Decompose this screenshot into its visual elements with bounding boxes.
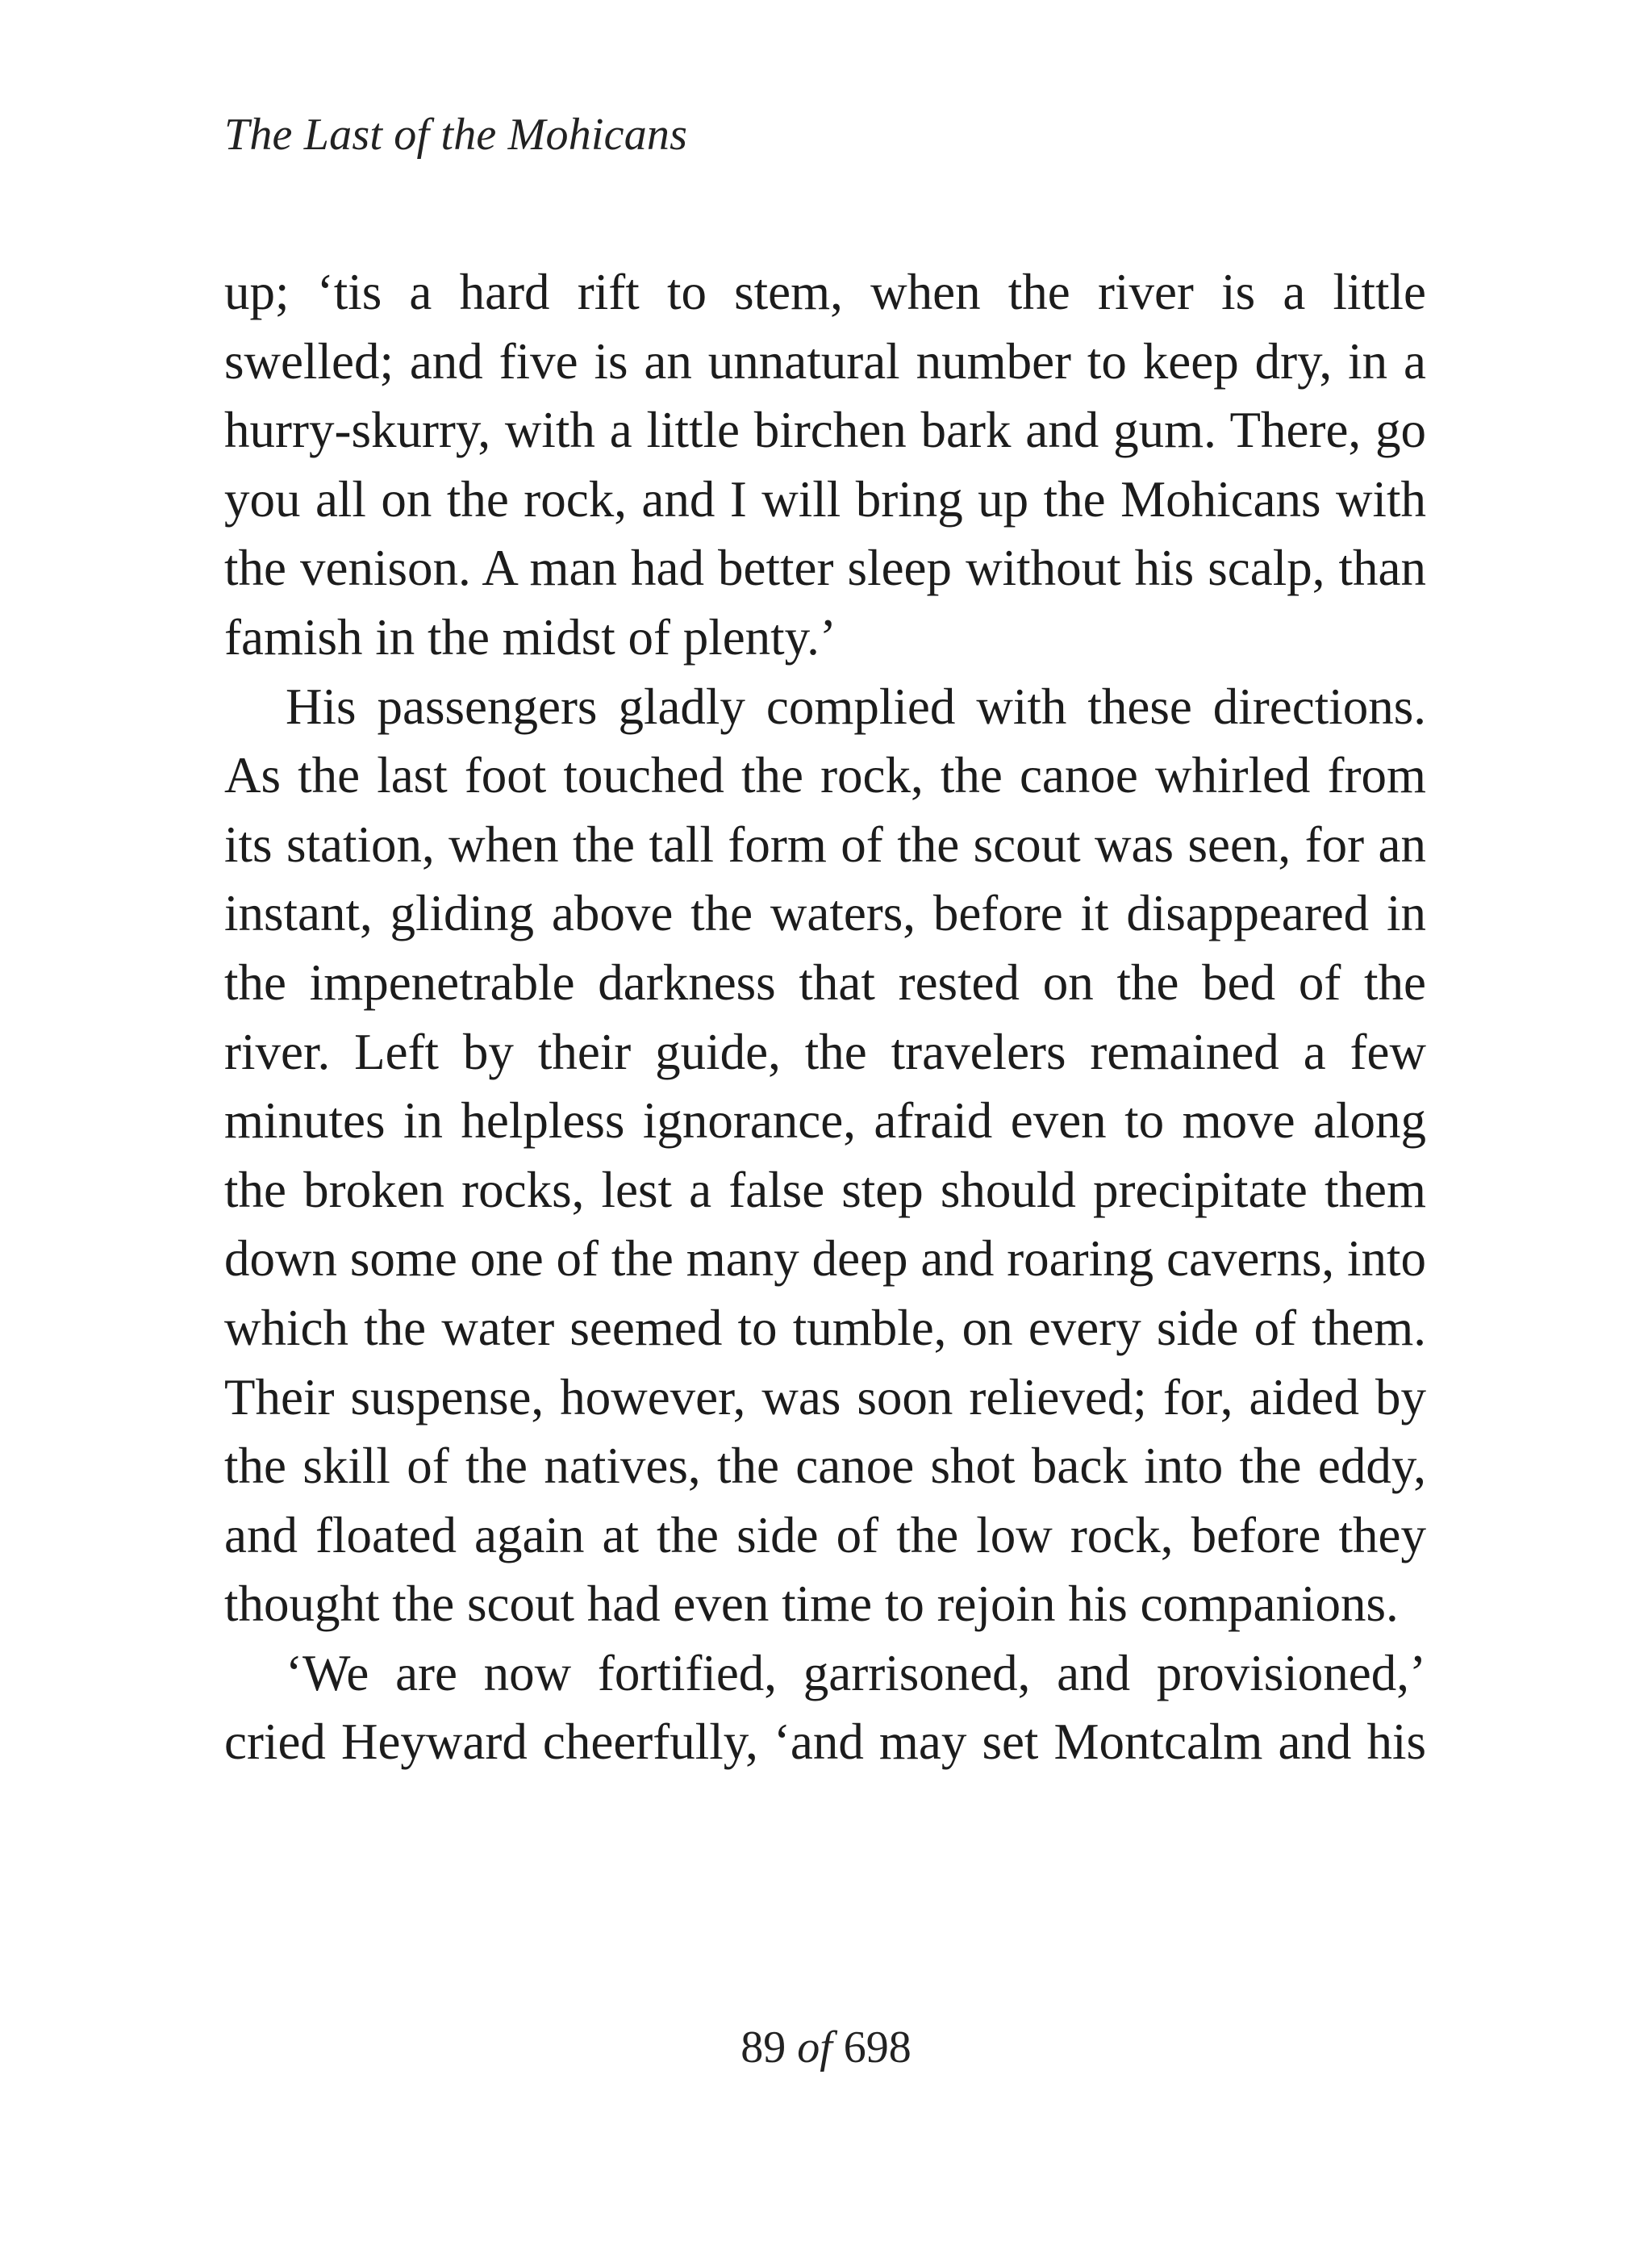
page-number <box>0 2021 1652 2074</box>
paragraph-3: ‘We are now fortified, garrisoned, and provisioned,’ cried Heyward cheerfully, ‘and may set Montcalm and his <box>224 1644 1426 1771</box>
paragraph-1: up; ‘tis a hard rift to stem, when the river is a little swelled; and five is an unnatural number to keep dry, in a hurry-skurry, with a little birchen bark and gum. There, go you all on the rock, and I will bring up the Mohicans with the venison. A man had better sleep without his scalp, than famish in the midst of plenty.’ <box>224 264 1426 666</box>
body-text <box>224 258 1426 1777</box>
running-header-title: The Last of the Mohicans <box>224 110 688 160</box>
page-of-label: of <box>797 2022 832 2072</box>
paragraph-2: His passengers gladly complied with these directions. As the last foot touched the rock, the canoe whirled from its station, when the tall form of the scout was seen, for an instant, gliding above the waters, before it disappeared in the impenetrable darkness that rested on the bed of the river. Left by their guide, the travelers remained a few minutes in helpless ignorance, afraid even to move along the broken rocks, lest a false step should precipitate them down some one of the many deep and roaring caverns, into which the water seemed to tumble, on every side of them. Their suspense, however, was soon relieved; for, aided by the skill of the natives, the canoe shot back into the eddy, and floated again at the side of the low rock, before they thought the scout had even time to rejoin his companions. <box>224 678 1426 1633</box>
current-page-number: 89 <box>740 2022 786 2072</box>
total-pages-number: 698 <box>843 2022 912 2072</box>
